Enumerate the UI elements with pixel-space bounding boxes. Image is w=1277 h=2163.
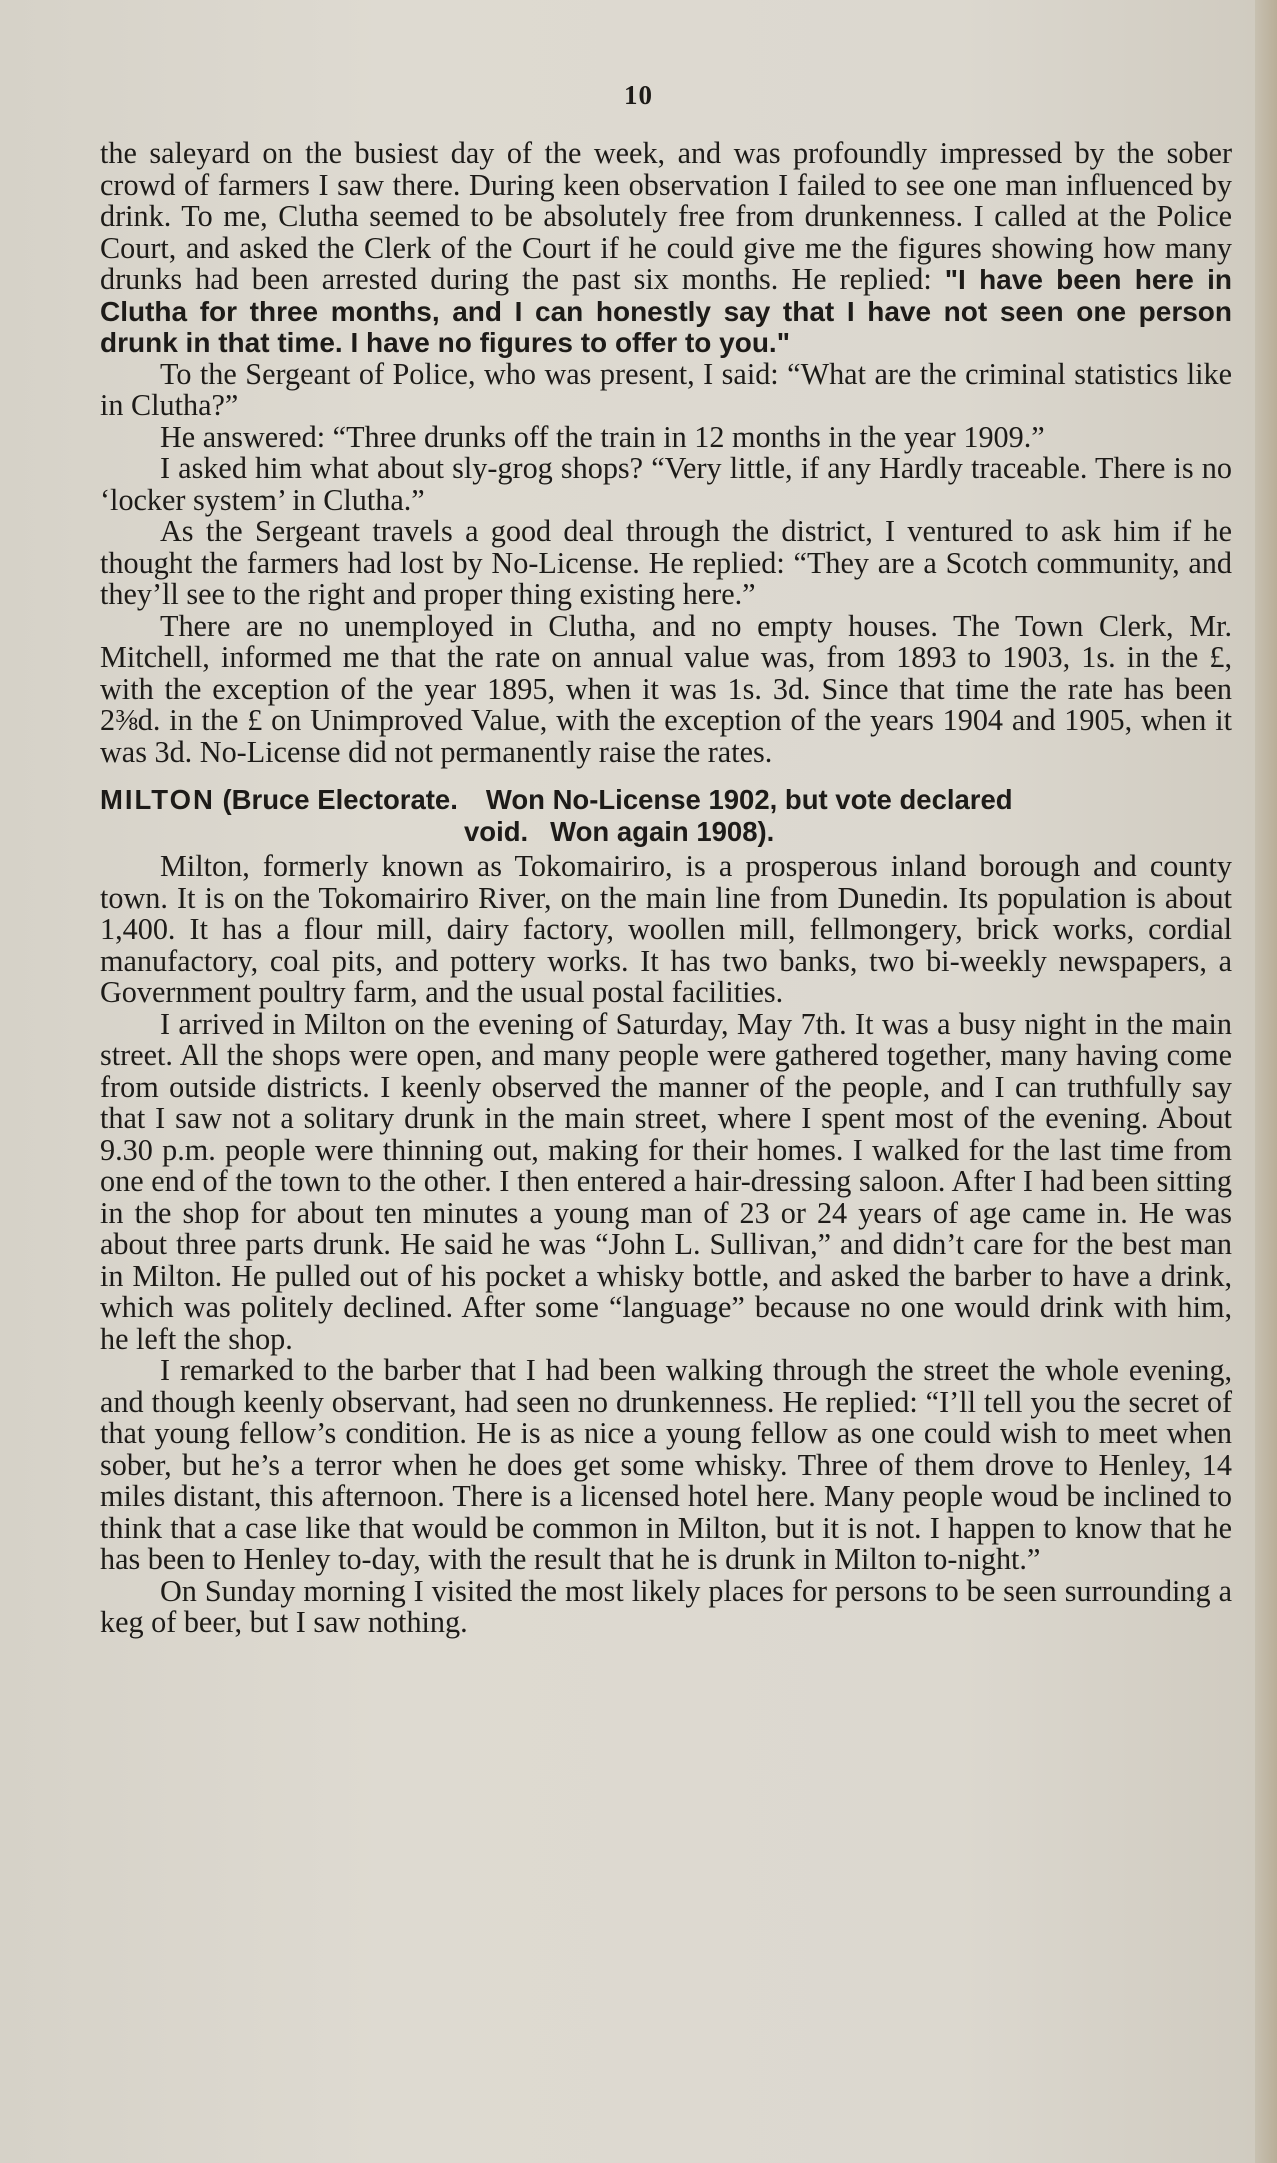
paragraph-2: To the Sergeant of Police, who was present, I said: “What are the criminal statistics like in Clutha?”: [100, 356, 1232, 422]
heading-result: Won No-License 1902, but vote declared: [485, 784, 1013, 815]
paragraph-5: As the Sergeant travels a good deal through the district, I ventured to ask him if he thought the farmers had lost by No-License. He replied: “They are a Scotch community, and they’ll see to the right and proper thing existing here.”: [100, 514, 1232, 611]
page-body: [100, 138, 1232, 1639]
heading-void: void.: [464, 815, 529, 847]
paragraph-9: I remarked to the barber that I had been walking through the street the whole evening, and though keenly observant, had seen no drunkenness. He replied: “I’ll tell you the secret of that young fellow’s condition. He is as nice a young fellow as one could wish to meet when sober, but he’s a terror when he does get some whisky. Three of them drove to Henley, 14 miles distant, this afternoon. There is a licensed hotel here. Many people woud be inclined to think that a case like that would be common in Milton, but it is not. I happen to know that he has been to Henley to-day, with the result that he is drunk in Milton to-night.”: [100, 1353, 1232, 1576]
heading-place: MILTON: [100, 784, 215, 815]
paragraph-10: On Sunday morning I visited the most likely places for persons to be seen surrounding a keg of beer, but I saw nothing.: [100, 1573, 1232, 1639]
heading-won-again: Won again 1908).: [550, 815, 775, 847]
paragraph-1: [100, 138, 1232, 359]
paragraph-3: He answered: “Three drunks off the train in 12 months in the year 1909.”: [160, 419, 1045, 454]
heading-electorate: (Bruce Electorate.: [222, 784, 458, 815]
paragraph-7: Milton, formerly known as Tokomairiro, is a prosperous inland borough and county town. It is on the Tokomairiro River, on the main line from Dunedin. Its population is about 1,400. It has a flour mill, dairy factory, woollen mill, fellmongery, brick works, cordial manufactory, coal pits, and pottery works. It has two banks, two bi-weekly newspapers, a Government poultry farm, and the usual postal facilities.: [100, 849, 1232, 1009]
paragraph-8: I arrived in Milton on the evening of Saturday, May 7th. It was a busy night in the main street. All the shops were open, and many people were gathered together, many having come from outside districts. I keenly observed the manner of the people, and I can truthfully say that I saw not a solitary drunk in the main street, where I spent most of the evening. About 9.30 p.m. people were thinning out, making for their homes. I walked for the last time from one end of the town to the other. I then entered a hair-dressing saloon. After I had been sitting in the shop for about ten minutes a young man of 23 or 24 years of age came in. He was about three parts drunk. He said he was “John L. Sullivan,” and didn’t care for the best man in Milton. He pulled out of his pocket a whisky bottle, and asked the barber to have a drink, which was politely declined. After some “language” because no one would drink with him, he left the shop.: [100, 1006, 1232, 1356]
page-number: 10: [624, 80, 653, 110]
paragraph-1-bold-quote: "I have been here in Clutha for three months, and I can honestly say that I have not seen one person drunk in that time. I have no figures to offer to you.": [100, 264, 1233, 358]
paragraph-6: There are no unemployed in Clutha, and no empty houses. The Town Clerk, Mr. Mitchell, informed me that the rate on annual value was, from 1893 to 1903, 1s. in the £, with the exception of the year 1895, when it was 1s. 3d. Since that time the rate has been 2⅜d. in the £ on Unimproved Value, with the exception of the years 1904 and 1905, when it was 3d. No-License did not permanently raise the rates.: [100, 608, 1232, 769]
paragraph-1-text: the saleyard on the busiest day of the week, and was profoundly impressed by the sober crowd of farmers I saw there. During keen observation I failed to see one man influenced by drink. To me, Clutha seemed to be absolutely free from drunkenness. I called at the Police Court, and asked the Clerk of the Court if he could give me the figures showing how many drunks had been arrested during the past six months. He replied:: [100, 136, 1232, 296]
section-heading: [100, 784, 1232, 847]
paragraph-4: I asked him what about sly-grog shops? “Very little, if any Hardly traceable. There is no ‘locker system’ in Clutha.”: [100, 451, 1232, 517]
page-edge: [1255, 0, 1277, 2163]
